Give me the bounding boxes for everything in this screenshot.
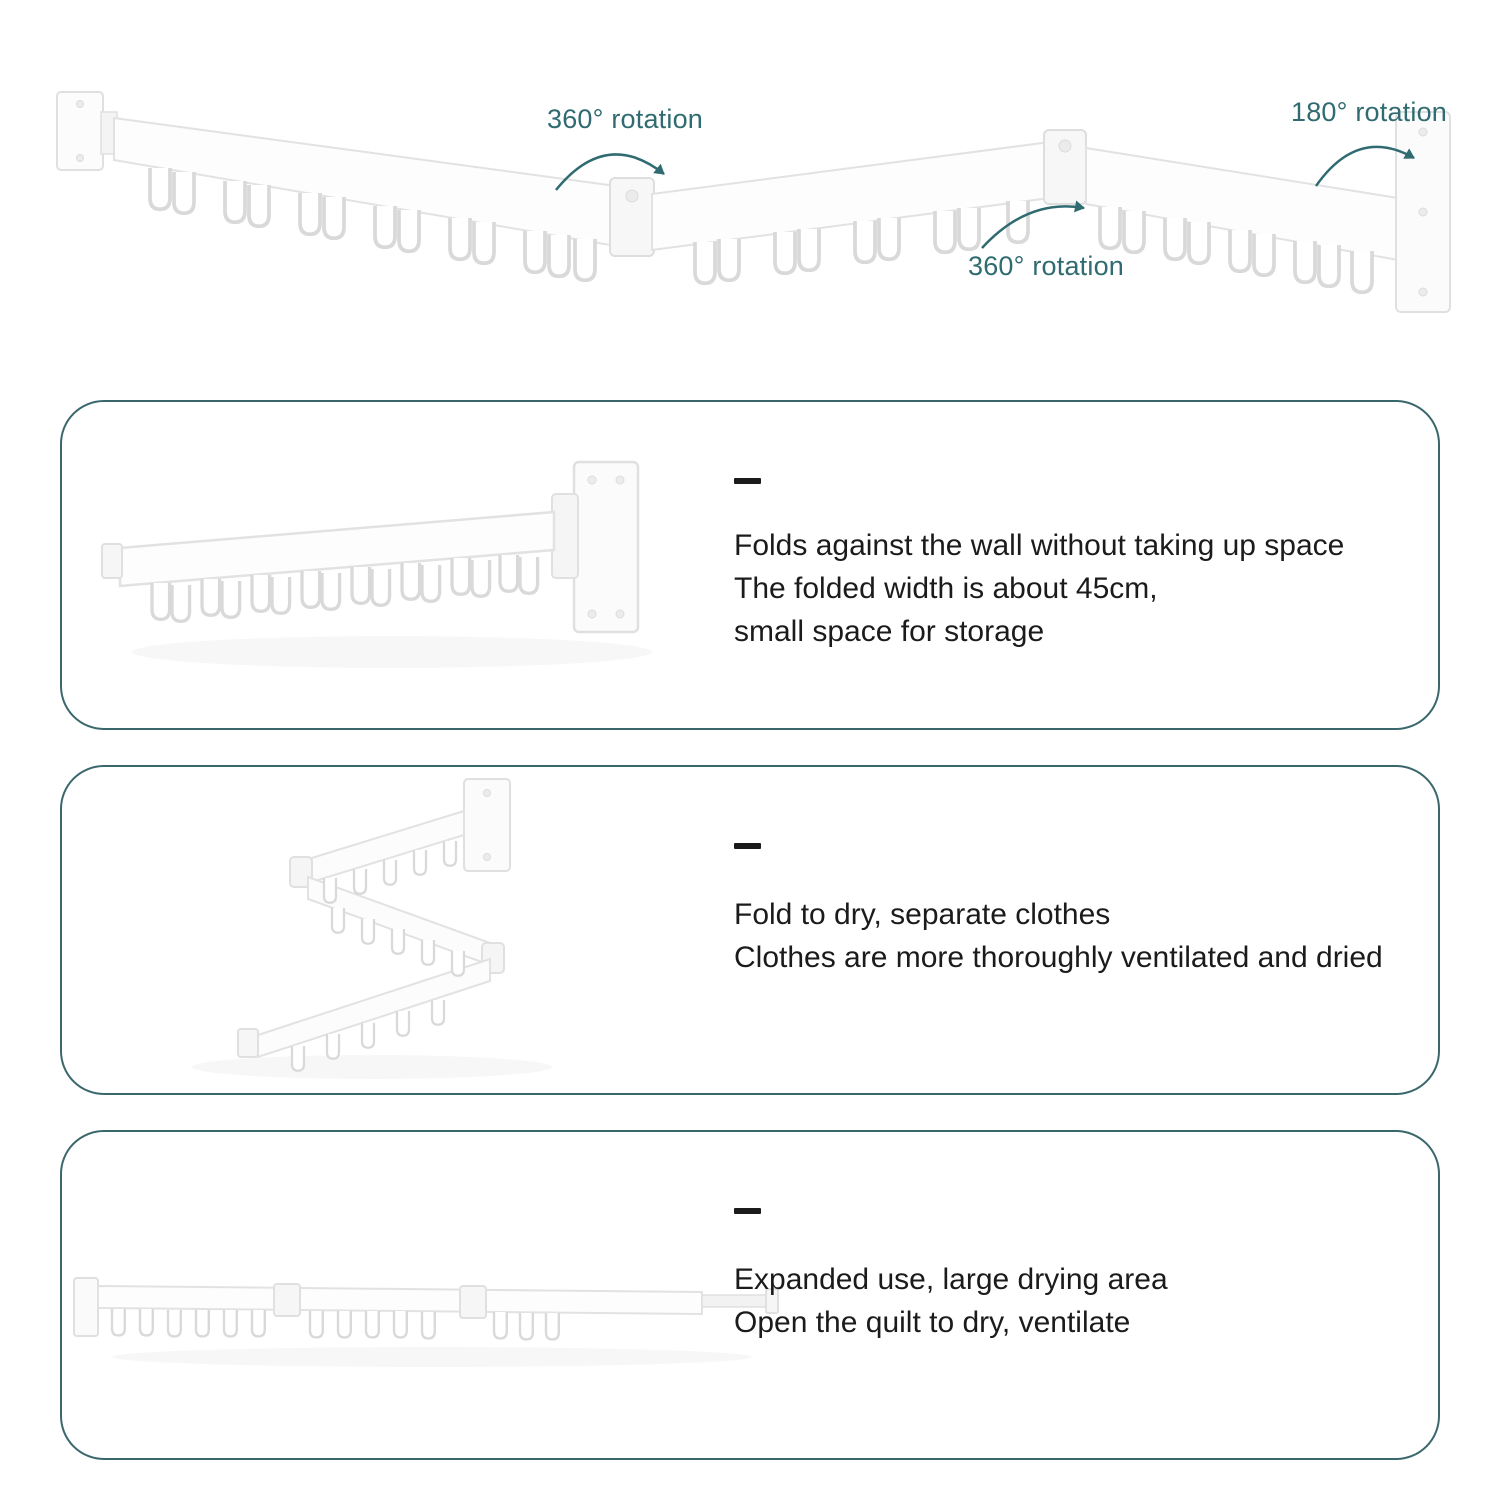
joint-icon: [460, 1286, 486, 1318]
hooks-extended: [112, 1309, 559, 1339]
hinge-right-icon: [1044, 130, 1086, 204]
rotation-label-center: 360° rotation: [968, 251, 1125, 281]
extended-rack-illustration: [62, 1132, 802, 1457]
joint-icon: [274, 1284, 300, 1316]
hinge-icon: [552, 494, 578, 578]
feature-card-zigzag: [60, 765, 1440, 1095]
zigzag-rack-illustration: [62, 767, 742, 1092]
feature-text-line: Open the quilt to dry, ventilate: [734, 1306, 1131, 1339]
feature-card-extended: [60, 1130, 1440, 1460]
feature-text-line: Folds against the wall without taking up space: [734, 529, 1345, 562]
feature-text-line: Expanded use, large drying area: [734, 1263, 1168, 1296]
dash-marker: [734, 1208, 761, 1214]
folded-rack-illustration: [62, 402, 742, 727]
rack-arm-middle: [652, 142, 1050, 250]
drying-rack-zigzag-illustration: [0, 0, 1500, 395]
wall-plate-icon: [74, 1278, 98, 1336]
wall-plate-icon: [574, 462, 638, 632]
left-wall-bracket-icon: [57, 92, 117, 170]
rotation-arrow-center-icon: [982, 206, 1084, 248]
dash-marker: [734, 478, 761, 484]
hero-section: [0, 0, 1500, 395]
feature-text-line: The folded width is about 45cm,: [734, 572, 1158, 605]
dash-marker: [734, 843, 761, 849]
wall-plate-icon: [464, 779, 510, 871]
feature-text-line: small space for storage: [734, 615, 1045, 648]
hinge-left-icon: [610, 178, 654, 256]
rotation-label-right: 180° rotation: [1291, 97, 1448, 127]
arm-end-cap-icon: [238, 1029, 258, 1057]
arm-end-cap-icon: [102, 544, 122, 578]
feature-copy: [734, 524, 1344, 653]
feature-card-folded: [60, 400, 1440, 730]
feature-copy: [734, 1258, 1168, 1344]
right-wall-bracket-icon: [1396, 112, 1450, 312]
feature-text-line: Clothes are more thoroughly ventilated and dried: [734, 941, 1383, 974]
feature-text-line: Fold to dry, separate clothes: [734, 898, 1111, 931]
rotation-label-left: 360° rotation: [547, 104, 704, 134]
extended-bar: [98, 1286, 702, 1314]
feature-copy: [734, 893, 1383, 979]
